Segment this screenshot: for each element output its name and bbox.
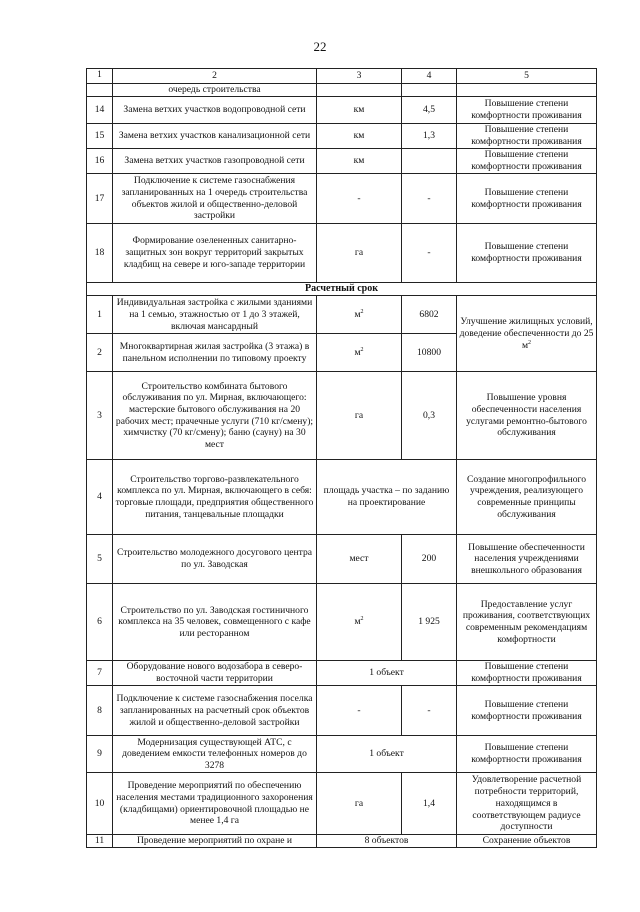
measures-table <box>86 68 597 848</box>
section-title: Расчетный срок <box>87 283 597 296</box>
header-cell: 2 <box>113 69 317 84</box>
table-row: 8 Подключение к системе газоснабжения поселка запланированных на расчетный срок объектов жилой и общественно-деловой застройки - - Повышение степени комфортности проживания <box>87 686 597 736</box>
continuation-row <box>87 84 597 97</box>
table-row: 11 Проведение мероприятий по охране и 8 объектов Сохранение объектов <box>87 835 597 848</box>
table-row: 16 Замена ветхих участков газопроводной сети км Повышение степени комфортности проживания <box>87 149 597 174</box>
table-row: 1 Индивидуальная застройка с жилыми зданиями на 1 семью, этажностью от 1 до 3 этажей, включая мансардный $м^2$ 6802 Улучшение жилищных условий, доведение обеспеченности до 25 $м^2$ <box>87 296 597 334</box>
table-row: 4 Строительство торгово-развлекательного комплекса по ул. Мирная, включающего в себя: торговые площади, предприятия общественного питания, танцевальные площадки площадь участка – по заданию на проектирование Создание многопрофильного учреждения, реализующего современные принципы обслуживания <box>87 460 597 535</box>
table-row: 10 Проведение мероприятий по обеспечению населения местами традиционного захоронения (кладбищами) ориентировочной площадью не менее 1,4 га га 1,4 Удовлетворение расчетной потребности территорий, находящимся в соответствующем радиусе доступности <box>87 773 597 835</box>
table-row: 2 Многоквартирная жилая застройка (3 этажа) в панельном исполнении по типовому проекту $м^2$ 10800 <box>87 334 597 372</box>
table-row: 17 Подключение к системе газоснабжения запланированных на 1 очередь строительства объектов жилой и общественно-деловой застройки - - Повышение степени комфортности проживания <box>87 174 597 224</box>
table-row: 3 Строительство комбината бытового обслуживания по ул. Мирная, включающего: мастерские бытового обслуживания на 20 рабочих мест; прачечные услуги (710 кг/смену); химчистку (70 кг/смену); баню (сауну) на 30 мест га 0,3 Повышение уровня обеспеченности населения услугами ремонтно-бытового обслуживания <box>87 372 597 460</box>
table-row: 14 Замена ветхих участков водопроводной сети км 4,5 Повышение степени комфортности проживания <box>87 97 597 124</box>
table-row: 15 Замена ветхих участков канализационной сети км 1,3 Повышение степени комфортности проживания <box>87 124 597 149</box>
header-cell: 1 <box>87 69 113 84</box>
page-number: 22 <box>313 39 327 54</box>
section-row <box>87 283 597 296</box>
header-cell: 5 <box>457 69 597 84</box>
table-row: 7 Оборудование нового водозабора в северо-восточной части территории 1 объект Повышение степени комфортности проживания <box>87 661 597 686</box>
table-row: 5 Строительство молодежного досугового центра по ул. Заводская мест 200 Повышение обеспеченности населения учреждениями внешкольного образования <box>87 535 597 584</box>
header-row <box>87 69 597 84</box>
header-cell: 3 <box>317 69 402 84</box>
table-row: 6 Строительство по ул. Заводская гостиничного комплекса на 35 человек, совмещенного с кафе или ресторанном $м^2$ 1 925 Предоставление услуг проживания, соответствующих современным рекомендациям комфортности <box>87 584 597 661</box>
table-row: 18 Формирование озелененных санитарно-защитных зон вокруг территорий закрытых кладбищ на севере и юго-западе территории га - Повышение степени комфортности проживания <box>87 224 597 283</box>
continuation-text: очередь строительства <box>113 84 317 97</box>
table-row: 9 Модернизация существующей АТС, с доведением емкости телефонных номеров до 3278 1 объект Повышение степени комфортности проживания <box>87 736 597 773</box>
header-cell: 4 <box>402 69 457 84</box>
